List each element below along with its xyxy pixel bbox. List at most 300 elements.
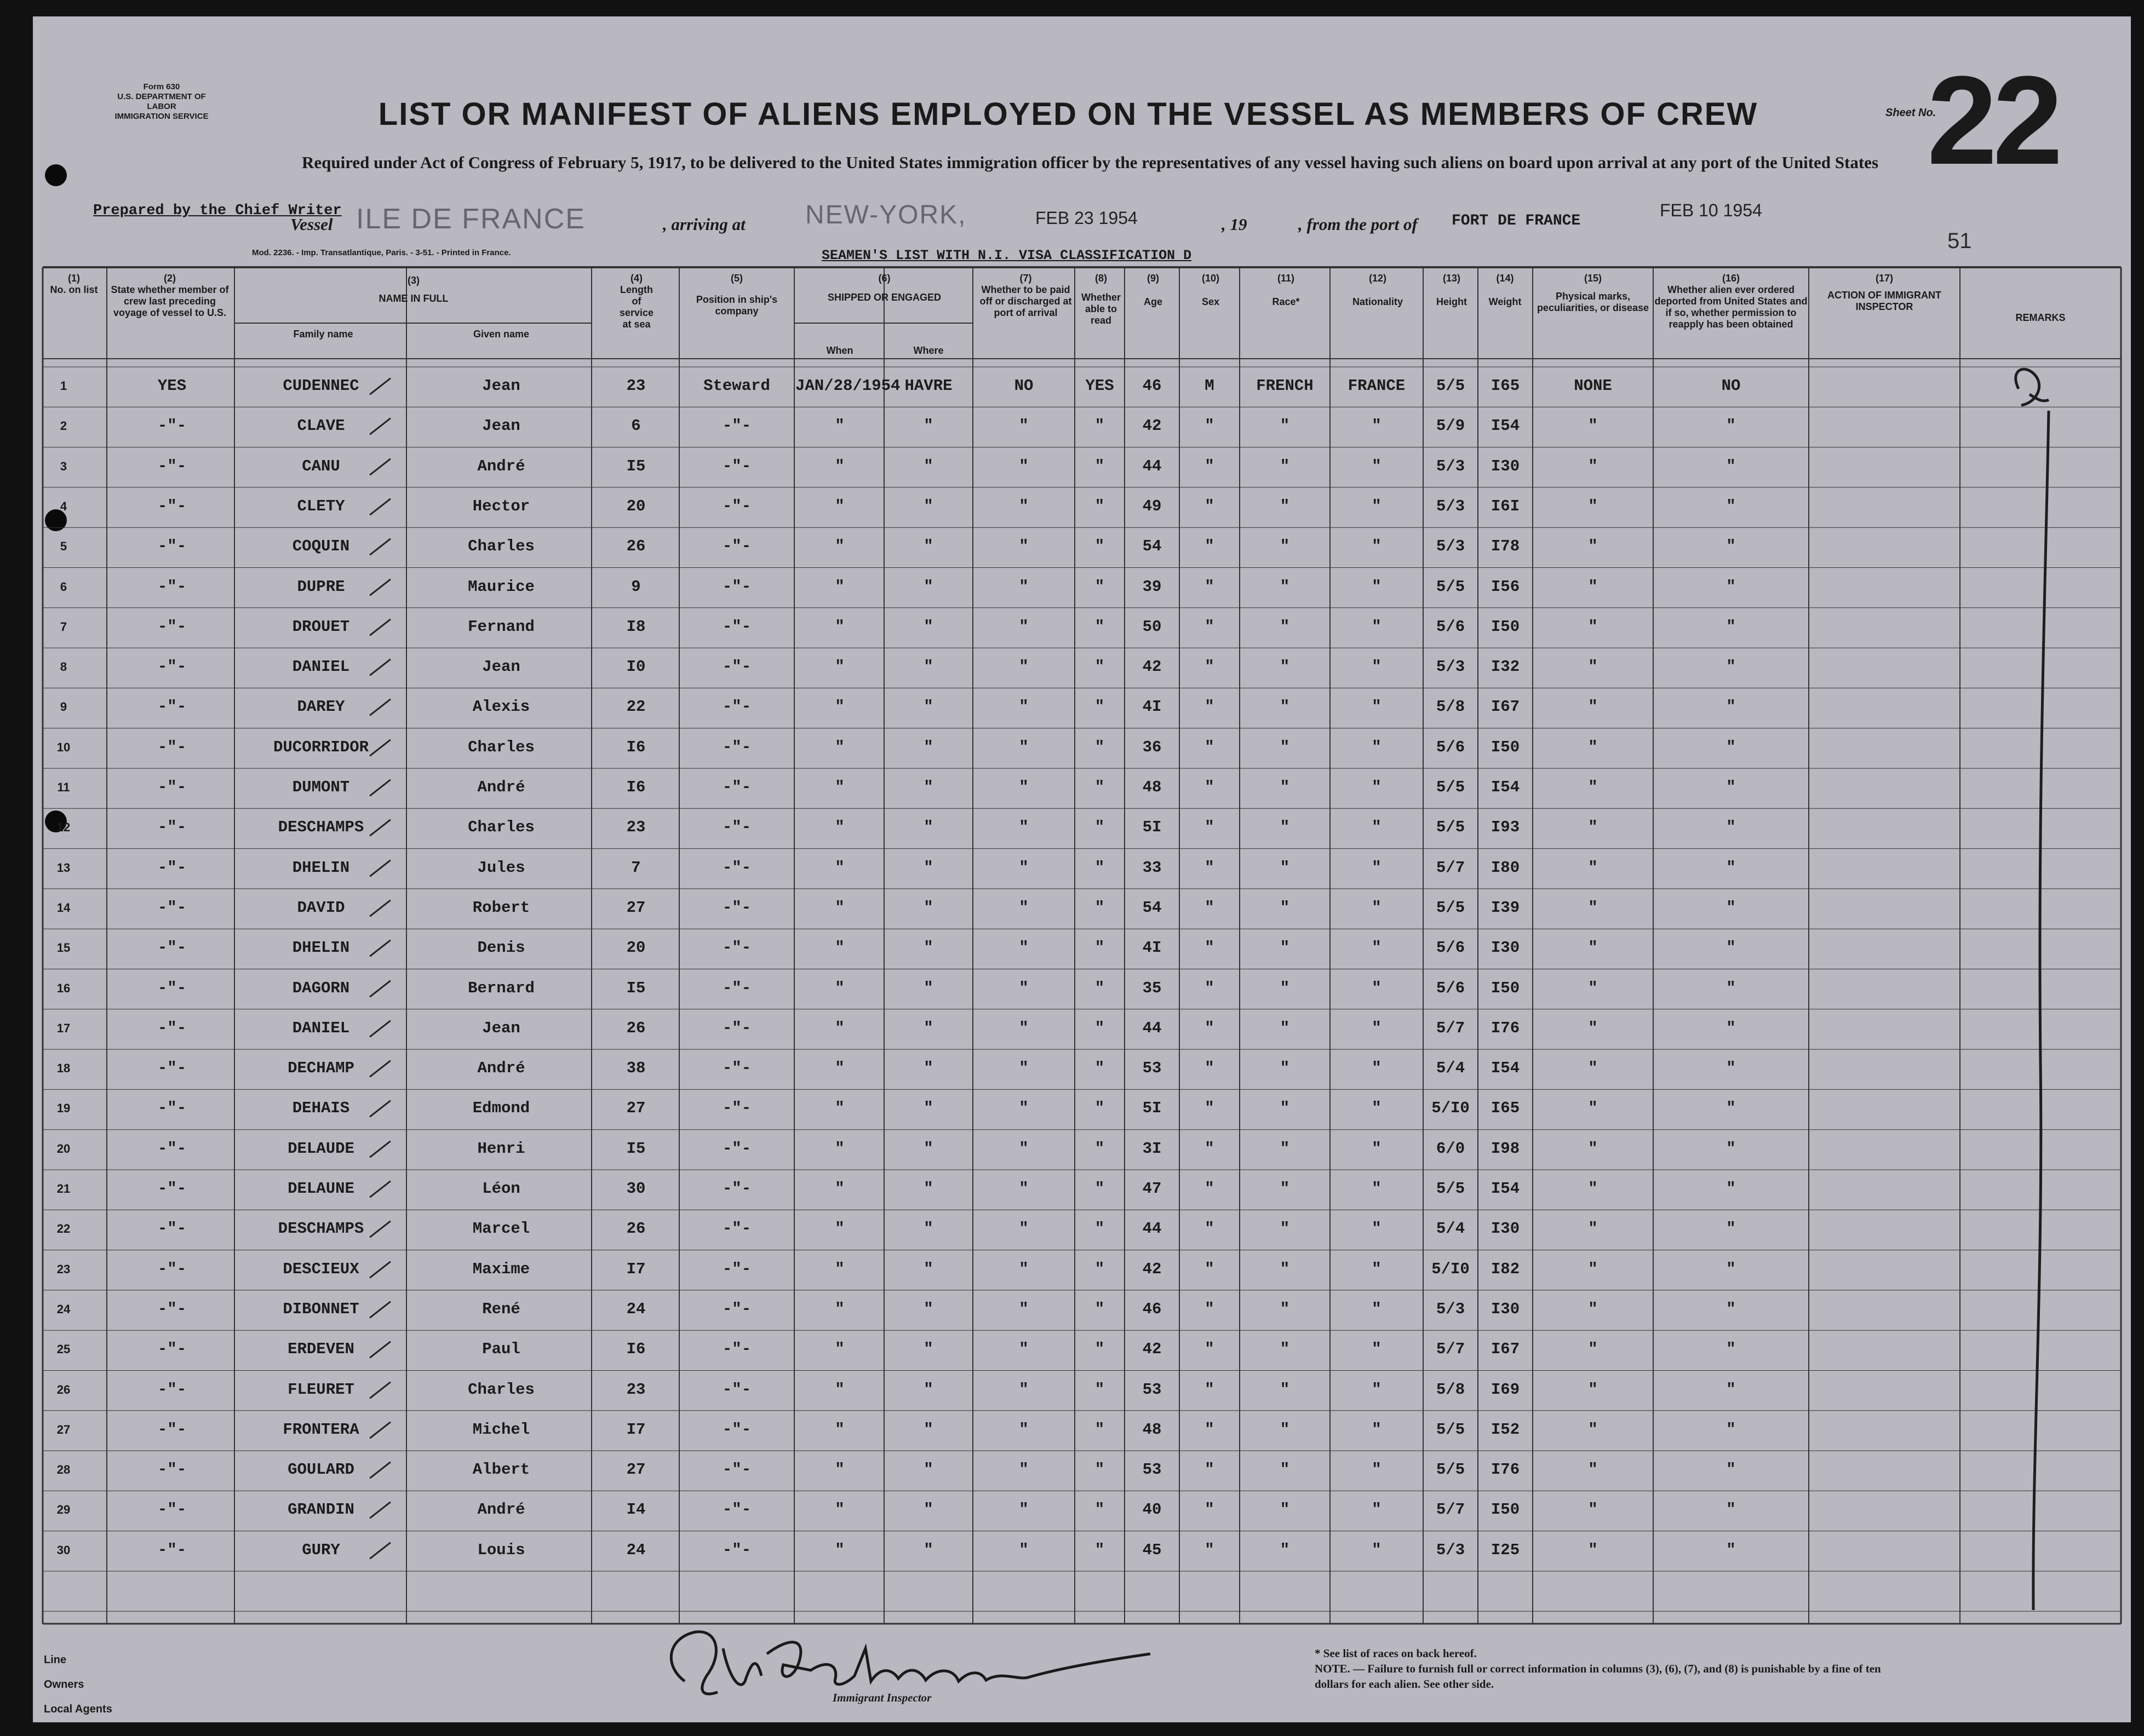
col-11-header: (11) Race* (1272, 273, 1300, 307)
cell-family: DAREY (297, 698, 345, 716)
cell-read: " (1094, 1099, 1105, 1118)
cell-age: 48 (1142, 778, 1162, 796)
cell-nationality: " (1372, 939, 1381, 957)
cell-deported: " (1726, 1420, 1736, 1439)
cell-given: Léon (482, 1180, 520, 1198)
cell-weight: I98 (1491, 1139, 1520, 1158)
cell-marks: " (1588, 1461, 1598, 1479)
cell-position: -"- (722, 417, 752, 435)
cell-height: 5/9 (1436, 417, 1465, 435)
cell-where: " (924, 577, 933, 596)
list-type: SEAMEN'S LIST WITH N.I. VISA CLASSIFICATION D (822, 248, 1192, 263)
manifest-sheet (33, 16, 2131, 1722)
cell-nationality: " (1372, 1420, 1381, 1439)
sheet-number-stamp: 22 (1927, 50, 2059, 191)
cell-nationality: " (1372, 858, 1381, 877)
cell-position: -"- (722, 658, 752, 676)
row-number: 12 (56, 820, 71, 835)
cell-race: " (1280, 1380, 1290, 1399)
cell-deported: " (1726, 898, 1736, 917)
cell-position: -"- (722, 577, 752, 596)
row-number: 19 (56, 1101, 71, 1116)
cell-read: " (1094, 979, 1105, 997)
cell-race: " (1280, 1099, 1290, 1118)
cell-position: -"- (722, 1380, 752, 1399)
cell-when: " (835, 1180, 845, 1198)
cell-read: " (1094, 698, 1105, 716)
cell-when: " (835, 1540, 845, 1559)
page-subtitle: Required under Act of Congress of February 5, 1917, to be delivered to the United States immigration officer by the representatives of any vessel having such aliens on board upon arrival at any port of the United States (301, 153, 1879, 172)
cell-prev: -"- (157, 818, 187, 837)
cell-when: " (835, 577, 845, 596)
cell-marks: " (1588, 617, 1598, 636)
cell-when: " (835, 1300, 845, 1318)
cell-position: -"- (722, 1260, 752, 1278)
cell-race: " (1280, 1019, 1290, 1037)
cell-when: " (835, 979, 845, 997)
cell-weight: I30 (1491, 1220, 1520, 1238)
cell-age: 45 (1142, 1540, 1162, 1559)
cell-given: Alexis (472, 698, 530, 716)
cell-given: André (477, 1501, 525, 1519)
shipped-when-header: When (826, 345, 853, 356)
cell-where: " (924, 1019, 933, 1037)
row-number: 11 (57, 780, 70, 794)
cell-paid: " (1019, 778, 1029, 796)
cell-where: " (924, 1380, 933, 1399)
cell-family: CANU (302, 457, 340, 475)
cell-when: " (835, 457, 845, 475)
cell-position: -"- (722, 1019, 752, 1037)
cell-deported: " (1726, 1059, 1736, 1078)
cell-service: I4 (626, 1501, 646, 1519)
cell-age: 42 (1142, 658, 1162, 676)
cell-sex: " (1205, 979, 1214, 997)
cell-family: DAVID (297, 898, 345, 917)
col-1-header: (1) No. on list (50, 273, 98, 295)
cell-given: Jules (477, 858, 525, 877)
cell-race: " (1280, 778, 1290, 796)
cell-when: " (835, 1139, 845, 1158)
cell-position: -"- (722, 1461, 752, 1479)
cell-sex: " (1205, 818, 1214, 837)
cell-read: " (1094, 537, 1105, 556)
col-9-header: (9) Age (1143, 273, 1162, 307)
cell-deported: " (1726, 1501, 1736, 1519)
cell-weight: I50 (1491, 738, 1520, 756)
cell-prev: -"- (157, 698, 187, 716)
cell-race: " (1280, 617, 1290, 636)
cell-age: 5I (1142, 1099, 1162, 1118)
cell-read: " (1094, 1220, 1105, 1238)
cell-when: " (835, 1260, 845, 1278)
cell-family: DANIEL (292, 1019, 350, 1037)
row-number: 3 (60, 459, 67, 473)
cell-position: -"- (722, 1420, 752, 1439)
cell-deported: " (1726, 617, 1736, 636)
cell-prev: -"- (157, 1300, 187, 1318)
cell-service: 27 (626, 1099, 646, 1118)
cell-deported: " (1726, 1380, 1736, 1399)
col-7-header: (7) Whether to be paid off or discharged at port of arrival (979, 273, 1072, 318)
cell-position: -"- (722, 898, 752, 917)
cell-age: 42 (1142, 1260, 1162, 1278)
cell-paid: " (1019, 1420, 1029, 1439)
vessel-name-stamp: ILE DE FRANCE (356, 203, 586, 235)
col-10-header: (10) Sex (1201, 273, 1220, 307)
cell-sex: M (1205, 377, 1214, 395)
cell-deported: " (1726, 577, 1736, 596)
cell-height: 5/5 (1436, 818, 1465, 837)
local-agents-label: Local Agents (44, 1703, 112, 1715)
arrival-date-stamp: FEB 23 1954 (1035, 208, 1138, 228)
cell-prev: -"- (157, 1461, 187, 1479)
cell-read: " (1094, 417, 1105, 435)
col-13-header: (13) Height (1436, 273, 1467, 307)
cell-deported: " (1726, 417, 1736, 435)
cell-nationality: " (1372, 778, 1381, 796)
cell-read: " (1094, 778, 1105, 796)
cell-family: DUMONT (292, 778, 350, 796)
cell-deported: NO (1721, 377, 1741, 395)
cell-paid: NO (1014, 377, 1034, 395)
cell-family: DELAUNE (288, 1180, 354, 1198)
cell-sex: " (1205, 658, 1214, 676)
cell-read: " (1094, 658, 1105, 676)
cell-service: I7 (626, 1420, 646, 1439)
row-number: 28 (56, 1463, 71, 1477)
cell-height: 5/I0 (1431, 1099, 1470, 1118)
cell-height: 5/7 (1436, 1019, 1465, 1037)
cell-sex: " (1205, 858, 1214, 877)
cell-service: 24 (626, 1540, 646, 1559)
cell-weight: I52 (1491, 1420, 1520, 1439)
cell-weight: I65 (1491, 1099, 1520, 1118)
cell-when: " (835, 778, 845, 796)
row-number: 27 (56, 1422, 71, 1436)
cell-prev: -"- (157, 1380, 187, 1399)
cell-height: 5/8 (1436, 1380, 1465, 1399)
cell-nationality: " (1372, 1139, 1381, 1158)
cell-position: -"- (722, 698, 752, 716)
cell-nationality: " (1372, 1099, 1381, 1118)
cell-given: Charles (468, 1380, 535, 1399)
cell-service: 7 (631, 858, 641, 877)
cell-deported: " (1726, 457, 1736, 475)
cell-nationality: " (1372, 1019, 1381, 1037)
cell-read: " (1094, 1501, 1105, 1519)
cell-family: CLETY (297, 497, 345, 515)
cell-service: 26 (626, 1220, 646, 1238)
cell-race: " (1280, 1139, 1290, 1158)
cell-when: " (835, 658, 845, 676)
cell-deported: " (1726, 1300, 1736, 1318)
cell-height: 5/6 (1436, 939, 1465, 957)
cell-race: " (1280, 577, 1290, 596)
cell-prev: -"- (157, 1220, 187, 1238)
cell-given: Jean (482, 658, 520, 676)
cell-paid: " (1019, 1501, 1029, 1519)
cell-nationality: " (1372, 1059, 1381, 1078)
note-text: — Failure to furnish full or correct information in columns (3), (6), (7), and (8) is punishable by a fine of ten dollars for each alien. See other side. (1315, 1662, 1881, 1691)
col-12-header: (12) Nationality (1352, 273, 1403, 307)
service-name: IMMIGRATION SERVICE (114, 112, 209, 121)
row-number: 8 (60, 660, 67, 674)
cell-deported: " (1726, 818, 1736, 837)
race-note: * See list of races on back hereof. (1315, 1647, 1477, 1660)
line-label: Line (44, 1654, 67, 1666)
cell-race: " (1280, 738, 1290, 756)
cell-marks: " (1588, 698, 1598, 716)
cell-weight: I67 (1491, 1340, 1520, 1359)
cell-prev: -"- (157, 1501, 187, 1519)
cell-sex: " (1205, 939, 1214, 957)
cell-nationality: " (1372, 1461, 1381, 1479)
cell-service: 30 (626, 1180, 646, 1198)
cell-when: " (835, 417, 845, 435)
cell-given: Denis (477, 939, 525, 957)
cell-age: 44 (1142, 457, 1162, 475)
footer-note (1315, 1661, 1890, 1692)
cell-prev: -"- (157, 778, 187, 796)
col-14-header: (14) Weight (1488, 273, 1522, 307)
cell-service: I6 (626, 778, 646, 796)
cell-age: 53 (1142, 1059, 1162, 1078)
cell-position: -"- (722, 818, 752, 837)
cell-nationality: " (1372, 818, 1381, 837)
cell-family: COQUIN (292, 537, 350, 556)
cell-sex: " (1205, 1501, 1214, 1519)
cell-marks: " (1588, 858, 1598, 877)
cell-race: " (1280, 658, 1290, 676)
cell-race: " (1280, 1501, 1290, 1519)
col-15-header: (15) Physical marks, peculiarities, or disease (1537, 273, 1649, 313)
cell-read: " (1094, 939, 1105, 957)
cell-when: " (835, 1380, 845, 1399)
cell-nationality: " (1372, 1540, 1381, 1559)
cell-nationality: " (1372, 1300, 1381, 1318)
cell-marks: " (1588, 1260, 1598, 1278)
cell-paid: " (1019, 1019, 1029, 1037)
cell-read: " (1094, 1180, 1105, 1198)
cell-race: " (1280, 979, 1290, 997)
cell-deported: " (1726, 1260, 1736, 1278)
cell-race: " (1280, 818, 1290, 837)
cell-given: André (477, 457, 525, 475)
cell-marks: " (1588, 1300, 1598, 1318)
col-3-header: (3) NAME IN FULL (379, 275, 449, 304)
cell-age: 5I (1142, 818, 1162, 837)
arrival-port-stamp: NEW-YORK, (805, 200, 967, 229)
cell-marks: " (1588, 979, 1598, 997)
cell-age: 53 (1142, 1380, 1162, 1399)
cell-when: JAN/28/1954 (795, 377, 901, 395)
cell-family: DESCHAMPS (278, 818, 364, 837)
cell-family: ERDEVEN (288, 1340, 354, 1359)
cell-position: -"- (722, 979, 752, 997)
cell-age: 42 (1142, 417, 1162, 435)
cell-marks: " (1588, 1540, 1598, 1559)
cell-given: Hector (472, 497, 530, 515)
cell-age: 50 (1142, 617, 1162, 636)
cell-family: DECHAMP (288, 1059, 354, 1078)
arriving-label: , arriving at (663, 215, 746, 234)
cell-weight: I30 (1491, 457, 1520, 475)
row-number: 17 (56, 1021, 71, 1035)
cell-age: 47 (1142, 1180, 1162, 1198)
cell-read: " (1094, 818, 1105, 837)
row-number: 6 (60, 579, 67, 594)
row-number: 20 (56, 1141, 71, 1156)
cell-race: " (1280, 417, 1290, 435)
cell-height: 5/3 (1436, 1540, 1465, 1559)
cell-sex: " (1205, 1180, 1214, 1198)
cell-age: 46 (1142, 1300, 1162, 1318)
cell-age: 49 (1142, 497, 1162, 515)
cell-family: DANIEL (292, 658, 350, 676)
cell-where: " (924, 778, 933, 796)
cell-where: " (924, 537, 933, 556)
cell-marks: " (1588, 1380, 1598, 1399)
cell-position: -"- (722, 738, 752, 756)
cell-family: DHELIN (292, 858, 350, 877)
cell-deported: " (1726, 1540, 1736, 1559)
cell-sex: " (1205, 1461, 1214, 1479)
cell-height: 5/4 (1436, 1220, 1465, 1238)
cell-age: 40 (1142, 1501, 1162, 1519)
cell-height: 6/0 (1436, 1139, 1465, 1158)
cell-weight: I54 (1491, 417, 1520, 435)
cell-given: Jean (482, 417, 520, 435)
cell-height: 5/7 (1436, 1501, 1465, 1519)
cell-race: " (1280, 497, 1290, 515)
cell-deported: " (1726, 979, 1736, 997)
cell-weight: I69 (1491, 1380, 1520, 1399)
cell-deported: " (1726, 1340, 1736, 1359)
year-label: , 19 (1222, 215, 1247, 234)
cell-paid: " (1019, 417, 1029, 435)
cell-nationality: " (1372, 1260, 1381, 1278)
cell-where: " (924, 1260, 933, 1278)
row-number: 18 (56, 1061, 71, 1076)
cell-paid: " (1019, 497, 1029, 515)
cell-where: " (924, 1540, 933, 1559)
cell-deported: " (1726, 497, 1736, 515)
cell-position: -"- (722, 497, 752, 515)
cell-height: 5/6 (1436, 617, 1465, 636)
prepared-by: Prepared by the Chief Writer (93, 203, 342, 219)
cell-prev: -"- (157, 1059, 187, 1078)
cell-paid: " (1019, 1220, 1029, 1238)
cell-given: Marcel (472, 1220, 530, 1238)
cell-position: -"- (722, 1059, 752, 1078)
cell-when: " (835, 1019, 845, 1037)
cell-prev: -"- (157, 1099, 187, 1118)
cell-deported: " (1726, 658, 1736, 676)
cell-marks: " (1588, 1420, 1598, 1439)
cell-when: " (835, 939, 845, 957)
cell-sex: " (1205, 698, 1214, 716)
cell-given: Bernard (468, 979, 535, 997)
cell-nationality: " (1372, 417, 1381, 435)
cell-age: 42 (1142, 1340, 1162, 1359)
cell-marks: " (1588, 417, 1598, 435)
cell-given: Paul (482, 1340, 520, 1359)
cell-weight: I82 (1491, 1260, 1520, 1278)
row-number: 30 (56, 1543, 71, 1557)
cell-service: I8 (626, 617, 646, 636)
vessel-label: Vessel (290, 215, 333, 234)
cell-marks: " (1588, 537, 1598, 556)
cell-family: DAGORN (292, 979, 350, 997)
cell-height: 5/7 (1436, 858, 1465, 877)
cell-age: 46 (1142, 377, 1162, 395)
cell-read: " (1094, 858, 1105, 877)
cell-deported: " (1726, 738, 1736, 756)
cell-deported: " (1726, 1180, 1736, 1198)
cell-read: " (1094, 1380, 1105, 1399)
cell-position: -"- (722, 1139, 752, 1158)
sheet-label: Sheet No. (1885, 107, 1936, 119)
col-6-header: (6) SHIPPED OR ENGAGED (827, 273, 942, 303)
cell-weight: I93 (1491, 818, 1520, 837)
cell-position: -"- (722, 1340, 752, 1359)
cell-position: -"- (722, 1540, 752, 1559)
cell-when: " (835, 818, 845, 837)
cell-marks: " (1588, 1220, 1598, 1238)
cell-height: 5/5 (1436, 898, 1465, 917)
cell-age: 53 (1142, 1461, 1162, 1479)
cell-deported: " (1726, 1139, 1736, 1158)
cell-read: " (1094, 1340, 1105, 1359)
from-port-label: , from the port of (1298, 215, 1418, 234)
cell-race: " (1280, 939, 1290, 957)
cell-service: 20 (626, 497, 646, 515)
cell-read: " (1094, 1420, 1105, 1439)
cell-height: 5/3 (1436, 658, 1465, 676)
cell-where: HAVRE (904, 377, 953, 395)
cell-read: " (1094, 1139, 1105, 1158)
cell-height: 5/5 (1436, 577, 1465, 596)
cell-service: 6 (631, 417, 641, 435)
cell-weight: I54 (1491, 1059, 1520, 1078)
cell-marks: " (1588, 1139, 1598, 1158)
cell-read: YES (1085, 377, 1114, 395)
cell-service: 23 (626, 1380, 646, 1399)
cell-read: " (1094, 1260, 1105, 1278)
cell-prev: -"- (157, 617, 187, 636)
cell-when: " (835, 1501, 845, 1519)
cell-paid: " (1019, 1180, 1029, 1198)
cell-family: DELAUDE (288, 1139, 354, 1158)
cell-weight: I67 (1491, 698, 1520, 716)
row-number: 9 (60, 700, 67, 714)
cell-race: " (1280, 1260, 1290, 1278)
cell-given: Michel (472, 1420, 530, 1439)
cell-height: 5/7 (1436, 1340, 1465, 1359)
cell-sex: " (1205, 1019, 1214, 1037)
form-number: Form 630 (143, 82, 180, 91)
cell-where: " (924, 1220, 933, 1238)
cell-read: " (1094, 1300, 1105, 1318)
cell-race: " (1280, 1300, 1290, 1318)
cell-service: 26 (626, 537, 646, 556)
cell-service: 22 (626, 698, 646, 716)
cell-nationality: " (1372, 617, 1381, 636)
cell-sex: " (1205, 1340, 1214, 1359)
cell-read: " (1094, 497, 1105, 515)
from-port: FORT DE FRANCE (1452, 212, 1581, 229)
